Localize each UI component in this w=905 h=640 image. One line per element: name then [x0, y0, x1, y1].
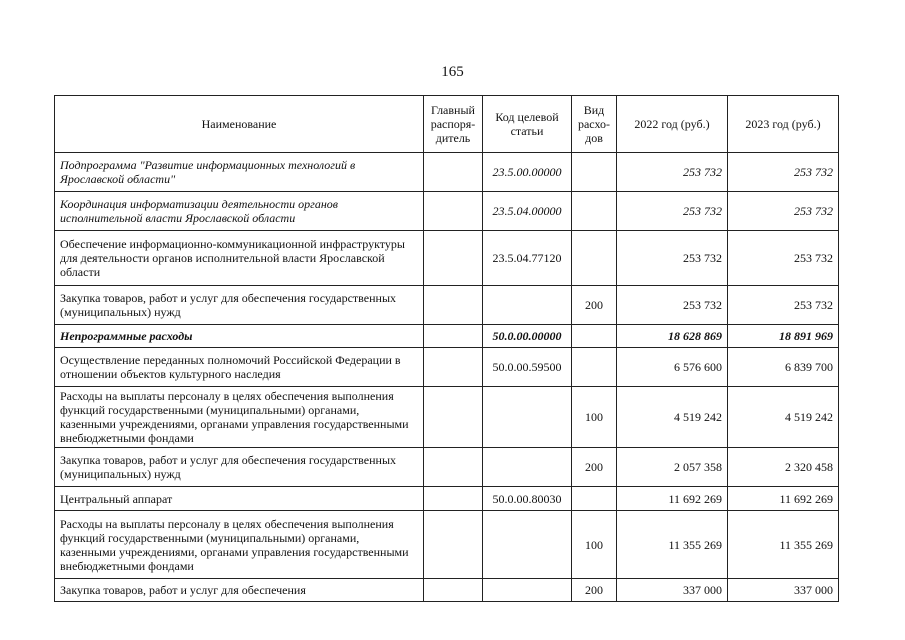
- table-row: [55, 487, 839, 511]
- cell-name: Непрограммные расходы: [55, 325, 424, 348]
- cell-2022: 253 732: [617, 192, 728, 231]
- table-header-row: [55, 96, 839, 153]
- cell-manager: [424, 231, 483, 286]
- cell-manager: [424, 487, 483, 511]
- cell-kind: 100: [572, 511, 617, 579]
- cell-code: 23.5.00.00000: [483, 153, 572, 192]
- budget-table: [54, 95, 839, 602]
- cell-kind: [572, 153, 617, 192]
- cell-code: 23.5.04.77120: [483, 231, 572, 286]
- cell-2023: 253 732: [728, 153, 839, 192]
- table-row: [55, 448, 839, 487]
- cell-2023: 337 000: [728, 579, 839, 602]
- cell-2022: 253 732: [617, 231, 728, 286]
- cell-2023: 253 732: [728, 286, 839, 325]
- cell-kind: 200: [572, 448, 617, 487]
- header-kind: Вид расхо-дов: [572, 96, 617, 153]
- header-name: Наименование: [55, 96, 424, 153]
- cell-name: Координация информатизации деятельности органов исполнительной власти Ярославской области: [55, 192, 424, 231]
- table-row: [55, 192, 839, 231]
- cell-code: 23.5.04.00000: [483, 192, 572, 231]
- cell-2023: 11 692 269: [728, 487, 839, 511]
- cell-name: Закупка товаров, работ и услуг для обеспечения государственных (муниципальных) нужд: [55, 448, 424, 487]
- cell-manager: [424, 286, 483, 325]
- cell-manager: [424, 511, 483, 579]
- cell-manager: [424, 348, 483, 387]
- cell-code: 50.0.00.59500: [483, 348, 572, 387]
- cell-2022: 11 355 269: [617, 511, 728, 579]
- table-row: [55, 387, 839, 448]
- cell-code: [483, 511, 572, 579]
- cell-code: 50.0.00.80030: [483, 487, 572, 511]
- cell-name: Подпрограмма "Развитие информационных технологий в Ярославской области": [55, 153, 424, 192]
- cell-kind: [572, 192, 617, 231]
- table-row: [55, 286, 839, 325]
- cell-2023: 253 732: [728, 231, 839, 286]
- cell-code: 50.0.00.00000: [483, 325, 572, 348]
- table-row: [55, 231, 839, 286]
- cell-2022: 253 732: [617, 153, 728, 192]
- cell-kind: 200: [572, 286, 617, 325]
- cell-code: [483, 448, 572, 487]
- cell-2023: 253 732: [728, 192, 839, 231]
- cell-2022: 2 057 358: [617, 448, 728, 487]
- table-row: [55, 325, 839, 348]
- cell-name: Осуществление переданных полномочий Российской Федерации в отношении объектов культурного наследия: [55, 348, 424, 387]
- cell-manager: [424, 325, 483, 348]
- cell-2023: 18 891 969: [728, 325, 839, 348]
- cell-code: [483, 579, 572, 602]
- header-2023: 2023 год (руб.): [728, 96, 839, 153]
- table-row: [55, 579, 839, 602]
- cell-2023: 2 320 458: [728, 448, 839, 487]
- cell-kind: [572, 325, 617, 348]
- cell-kind: [572, 487, 617, 511]
- cell-name: Закупка товаров, работ и услуг для обеспечения государственных (муниципальных) нужд: [55, 286, 424, 325]
- cell-manager: [424, 448, 483, 487]
- cell-code: [483, 387, 572, 448]
- header-code: Код целевой статьи: [483, 96, 572, 153]
- cell-kind: 200: [572, 579, 617, 602]
- cell-name: Центральный аппарат: [55, 487, 424, 511]
- cell-2022: 253 732: [617, 286, 728, 325]
- table-row: [55, 153, 839, 192]
- cell-name: Закупка товаров, работ и услуг для обеспечения: [55, 579, 424, 602]
- cell-name: Расходы на выплаты персоналу в целях обеспечения выполнения функций государственными (муниципальными) органами, казенными учреждениями, органами управления государственными внебюджетными фондами: [55, 387, 424, 448]
- cell-manager: [424, 387, 483, 448]
- cell-kind: [572, 231, 617, 286]
- cell-name: Расходы на выплаты персоналу в целях обеспечения выполнения функций государственными (муниципальными) органами, казенными учреждениями, органами управления государственными внебюджетными фондами: [55, 511, 424, 579]
- cell-kind: 100: [572, 387, 617, 448]
- cell-code: [483, 286, 572, 325]
- cell-2023: 11 355 269: [728, 511, 839, 579]
- cell-kind: [572, 348, 617, 387]
- cell-manager: [424, 192, 483, 231]
- cell-2023: 6 839 700: [728, 348, 839, 387]
- cell-2022: 6 576 600: [617, 348, 728, 387]
- cell-2022: 11 692 269: [617, 487, 728, 511]
- cell-2023: 4 519 242: [728, 387, 839, 448]
- cell-manager: [424, 579, 483, 602]
- table-row: [55, 348, 839, 387]
- cell-2022: 18 628 869: [617, 325, 728, 348]
- table-row: [55, 511, 839, 579]
- header-manager: Главный распоря-дитель: [424, 96, 483, 153]
- cell-manager: [424, 153, 483, 192]
- cell-name: Обеспечение информационно-коммуникационной инфраструктуры для деятельности органов исполнительной власти Ярославской области: [55, 231, 424, 286]
- page-number: 165: [441, 64, 464, 80]
- cell-2022: 4 519 242: [617, 387, 728, 448]
- cell-2022: 337 000: [617, 579, 728, 602]
- header-2022: 2022 год (руб.): [617, 96, 728, 153]
